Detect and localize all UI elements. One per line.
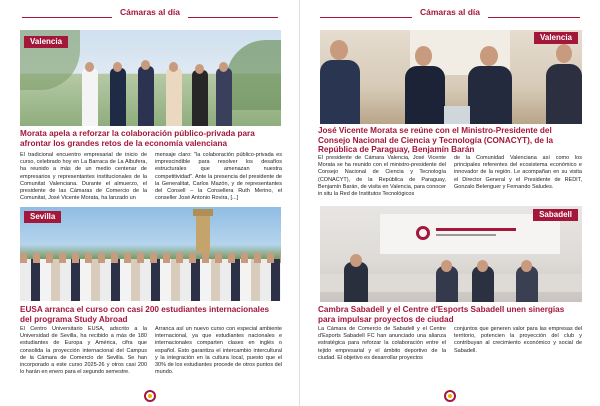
article-body-col-2: mensaje claro: "la colaboración público-privada es imprescindible para resolver los desafíos estructurales que amenazan nuestra competitividad". Ante la presencia del presidente de la Generalitat, Carlos Mazón, y de representantes del Consell – la Consellera Ruth Merino, el conseller José Antonio Rovira, [...] — [155, 152, 282, 202]
article-body-col-1: La Cámara de Comercio de Sabadell y el Centre d'Esports Sabadell FC han anunciado una alianza estratégica para reforzar la colaboración entre el tejido empresarial y el ámbito deportivo de la ciudad. El objetivo es desarrollar proyectos — [318, 326, 446, 361]
article-body-col-1: El Centro Universitario EUSA, adscrito a la Universidad de Sevilla, ha recibido a más de 180 estudiantes de Europa y América, cifra que consolida la proyección internacional del Campus de la Cámara de Comercio de Sevilla. Se han incorporado a este curso 2025-26 y otros casi 200 lo harán en enero para el segundo semestre. — [20, 326, 147, 376]
chamber-logo-icon — [144, 390, 156, 402]
region-tag: Sevilla — [24, 211, 61, 223]
region-tag: Valencia — [24, 36, 68, 48]
article-body-col-1: El presidente de Cámara Valencia, José Vicente Morata se ha reunido con el ministro-presidente del Consejo Nacional de Ciencia y Tecnología (CONACYT), de la República de Paraguay, Benjamín Barán, de visita en Valencia, para conocer in situ la Red de Institutos Tecnológicos — [318, 155, 446, 198]
region-tag: Sabadell — [533, 209, 578, 221]
article-body-col-2: de la Comunidad Valenciana así como los principales referentes del ecosistema económico e innovador de la región. Le acompañan en su visita el Director General y el Presidente de REDIT, Gonzalo Belenguer y Fernando Saludes. — [454, 155, 582, 190]
chamber-logo-icon — [444, 390, 456, 402]
article-title: José Vicente Morata se reúne con el Ministro-Presidente del Consejo Nacional de Ciencia y Tecnología (CONACYT), de la República de Paraguay, Benjamín Barán — [318, 126, 554, 154]
section-header: Cámaras al día — [419, 7, 480, 17]
article-photo — [320, 206, 582, 302]
article-photo — [20, 207, 281, 301]
right-page — [300, 0, 600, 406]
header-rule — [488, 17, 580, 18]
article-body — [20, 326, 282, 378]
article-title: Cambra Sabadell y el Centre d'Esports Sabadell unen sinergias para impulsar proyectos de ciudad — [318, 305, 565, 324]
article-title: EUSA arranca el curso con casi 200 estudiantes internacionales del programa Study Abroad — [20, 305, 270, 324]
header-rule — [22, 17, 112, 18]
article-body — [318, 326, 582, 368]
article-photo — [320, 30, 582, 124]
article-body — [20, 152, 282, 204]
header-rule — [188, 17, 278, 18]
article-body-col-2: Arranca así un nuevo curso con especial ambiente internacional, ya que estudiantes nacionales e internacionales comparten clases en inglés o español. Esto garantiza el intercambio intercultural y la integración en la cultura local, puesto que el 30% de los estudiantes procede de otros puntos del mundo. — [155, 326, 282, 376]
section-header: Cámaras al día — [119, 7, 180, 17]
article-title: Morata apela a reforzar la colaboración público-privada para afrontar los grandes retos de la economía valenciana — [20, 129, 255, 148]
article-photo — [20, 30, 281, 126]
article-body-col-2: conjuntos que generen valor para las empresas del territorio, potencien la proyección del club y contribuyan al crecimiento económico y social de Sabadell. — [454, 326, 582, 354]
region-tag: Valencia — [534, 32, 578, 44]
article-body-col-1: El tradicional encuentro empresarial de inicio de curso, celebrado hoy en La Barraca de La Albufera, ha reunido a más de un medio centenar de empresarios y representantes institucionales de la Comunitat Valenciana. Durante el almuerzo, el presidente de las Cámaras de Comercio de la Comunitat, José Vicente Morata, ha lanzado un — [20, 152, 147, 202]
article-body — [318, 155, 582, 205]
header-rule — [320, 17, 412, 18]
